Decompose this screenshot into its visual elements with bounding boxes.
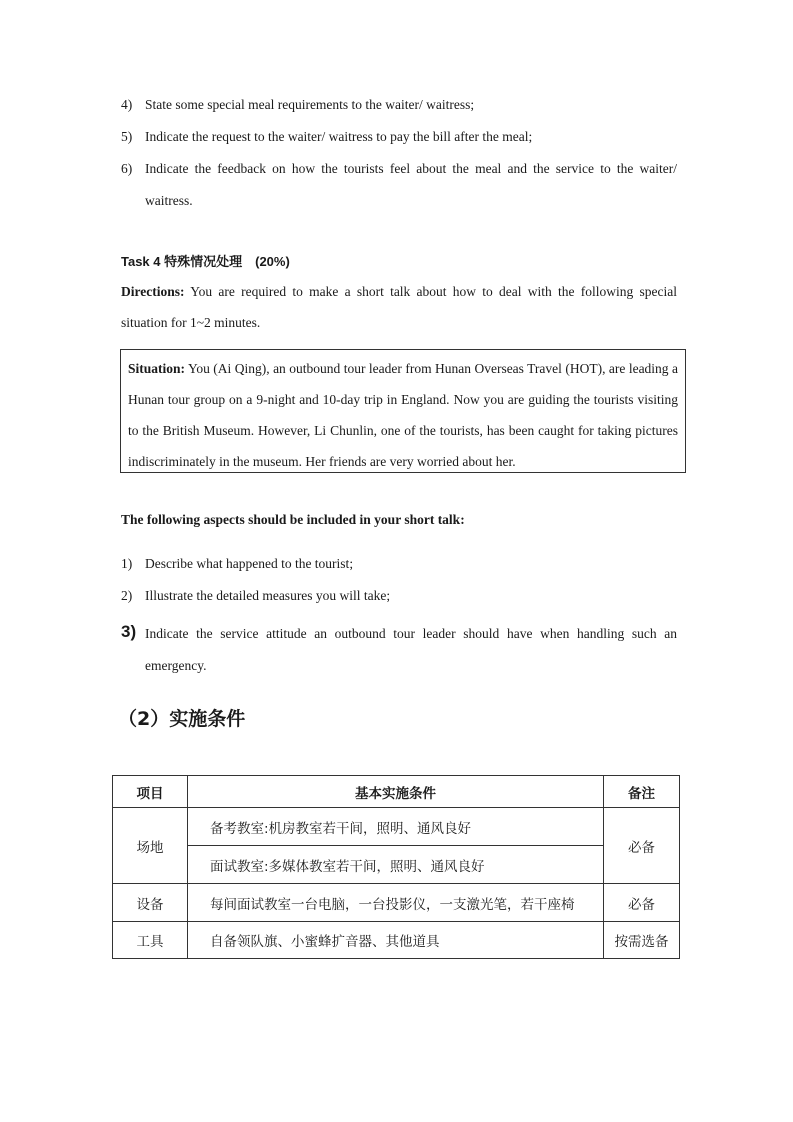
list-text: Illustrate the detailed measures you will take; xyxy=(145,588,391,603)
list-text: Indicate the request to the waiter/ waitress to pay the bill after the meal; xyxy=(145,129,533,144)
table-row xyxy=(113,846,680,884)
table-cell: 按需选备 xyxy=(604,922,680,959)
list-number: 6) xyxy=(121,161,133,176)
table-cell: 工具 xyxy=(113,922,188,959)
aspects-heading: The following aspects should be included in your short talk: xyxy=(121,512,465,527)
task-heading: Task 4 特殊情况处理 (20%) xyxy=(121,254,290,269)
table-row xyxy=(113,884,680,922)
table-row xyxy=(113,922,680,959)
table-cell: 必备 xyxy=(604,884,680,922)
section-title: （2）实施条件 xyxy=(118,708,246,730)
situation-text: You (Ai Qing), an outbound tour leader from Hunan Overseas Travel (HOT), are leading a Hunan tour group on a 9-night and 10-day trip in England. Now you are guiding the tourists visiting to the British Museum. However, Li Chunlin, one of the tourists, has been caught for taking pictures indiscriminately in the museum. Her friends are very worried about her. xyxy=(128,361,678,469)
list-number: 3) xyxy=(121,622,137,641)
table-cell: 备考教室:机房教室若干间，照明、通风良好 xyxy=(188,808,604,846)
directions-paragraph xyxy=(121,276,677,338)
situation-label: Situation: xyxy=(128,361,186,376)
list-text: Indicate the service attitude an outbound tour leader should have when handling such an emergency. xyxy=(145,626,677,673)
directions-label: Directions: xyxy=(121,284,185,299)
list-item xyxy=(121,580,677,612)
table-row xyxy=(113,808,680,846)
table-cell: 自备领队旗、小蜜蜂扩音器、其他道具 xyxy=(188,922,604,959)
list-number: 1) xyxy=(121,556,133,571)
list-item xyxy=(121,153,677,217)
table-cell: 面试教室:多媒体教室若干间，照明、通风良好 xyxy=(188,846,604,884)
list-item xyxy=(121,548,677,580)
list-text: Indicate the feedback on how the tourists feel about the meal and the service to the waiter/ waitress. xyxy=(145,161,677,208)
table-cell: 每间面试教室一台电脑，一台投影仪，一支激光笔，若干座椅 xyxy=(188,884,604,922)
conditions-table xyxy=(112,775,680,959)
list-number: 5) xyxy=(121,129,133,144)
list-number: 4) xyxy=(121,97,133,112)
table-header: 项目 xyxy=(113,776,188,808)
directions-text: You are required to make a short talk about how to deal with the following special situation for 1~2 minutes. xyxy=(121,284,677,330)
table-header-row xyxy=(113,776,680,808)
table-header: 备注 xyxy=(604,776,680,808)
list-item xyxy=(121,121,677,153)
table-header: 基本实施条件 xyxy=(188,776,604,808)
table-cell: 设备 xyxy=(113,884,188,922)
table-cell: 场地 xyxy=(113,808,188,884)
table-cell: 必备 xyxy=(604,808,680,884)
situation-box xyxy=(120,349,686,473)
list-item xyxy=(121,618,677,682)
list-text: State some special meal requirements to the waiter/ waitress; xyxy=(145,97,475,112)
list-item xyxy=(121,89,677,121)
list-number: 2) xyxy=(121,588,133,603)
list-text: Describe what happened to the tourist; xyxy=(145,556,354,571)
